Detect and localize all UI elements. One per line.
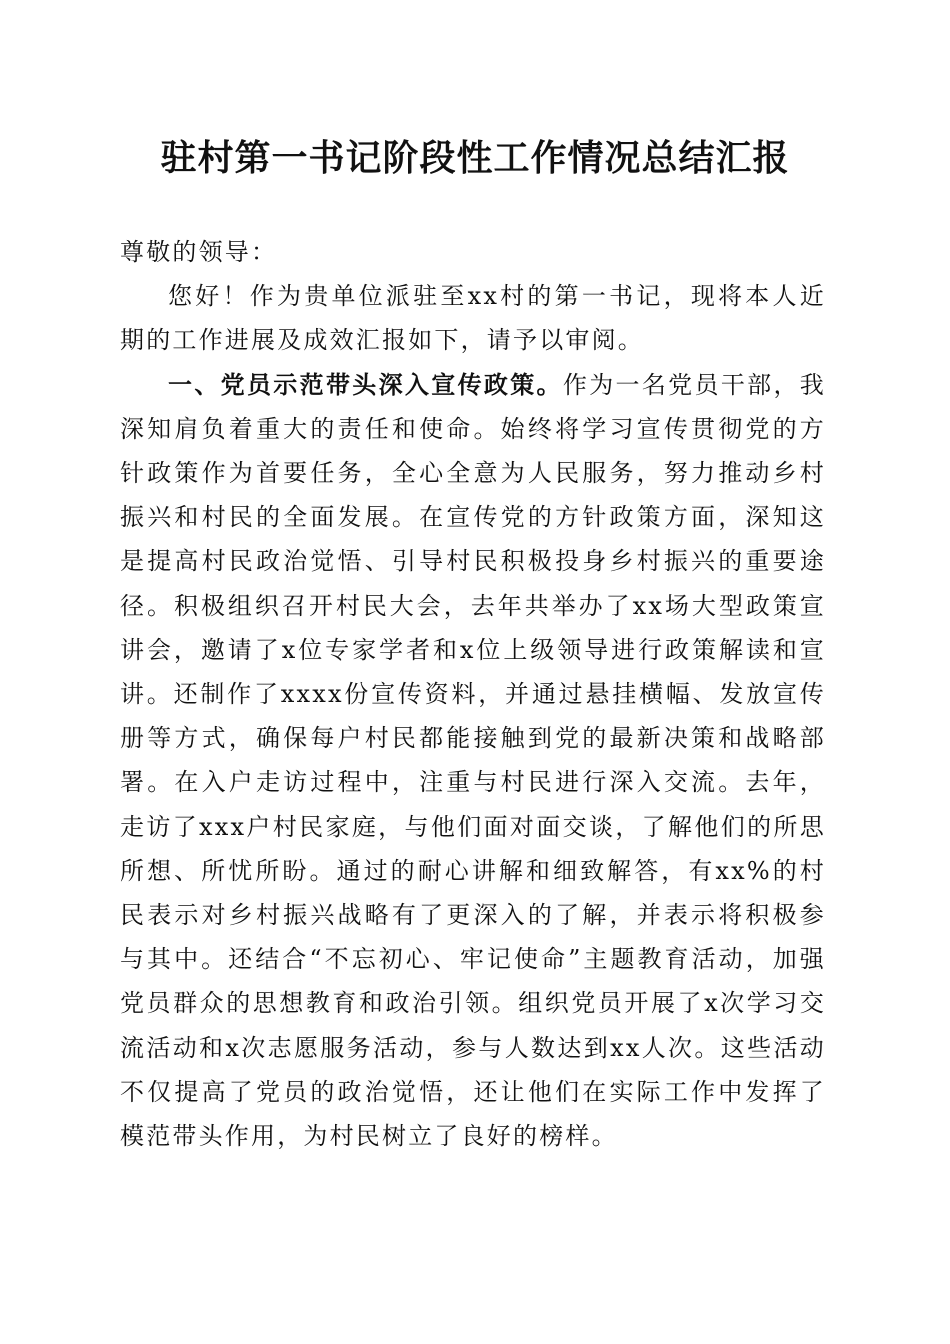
document-body — [120, 230, 826, 1158]
paragraph-greeting — [120, 274, 826, 362]
section-heading: 一、党员示范带头深入宣传政策。 — [168, 369, 563, 399]
paragraph-text: 作为一名党员干部，我深知肩负着重大的责任和使命。始终将学习宣传贯彻党的方针政策作为首要任务，全心全意为人民服务，努力推动乡村振兴和村民的全面发展。在宣传党的方针政策方面，深知这是提高村民政治觉悟、引导村民积极投身乡村振兴的重要途径。积极组织召开村民大会，去年共举办了xx场大型政策宣讲会，邀请了x位专家学者和x位上级领导进行政策解读和宣讲。还制作了xxxx份宣传资料，并通过悬挂横幅、发放宣传册等方式，确保每户村民都能接触到党的最新决策和战略部署。在入户走访过程中，注重与村民进行深入交流。去年，走访了xxx户村民家庭，与他们面对面交谈，了解他们的所思所想、所忧所盼。通过的耐心讲解和细致解答，有xx%的村民表示对乡村振兴战略有了更深入的了解，并表示将积极参与其中。还结合“不忘初心、牢记使命”主题教育活动，加强党员群众的思想教育和政治引领。组织党员开展了x次学习交流活动和x次志愿服务活动，参与人数达到xx人次。这些活动不仅提高了党员的政治觉悟，还让他们在实际工作中发挥了模范带头作用，为村民树立了良好的榜样。 — [120, 370, 826, 1151]
document-title: 驻村第一书记阶段性工作情况总结汇报 — [160, 137, 790, 179]
paragraph-section-1 — [120, 363, 826, 1159]
paragraph-text: 您好！作为贵单位派驻至xx村的第一书记，现将本人近期的工作进展及成效汇报如下，请予以审阅。 — [120, 282, 826, 355]
salutation: 尊敬的领导： — [120, 238, 278, 266]
